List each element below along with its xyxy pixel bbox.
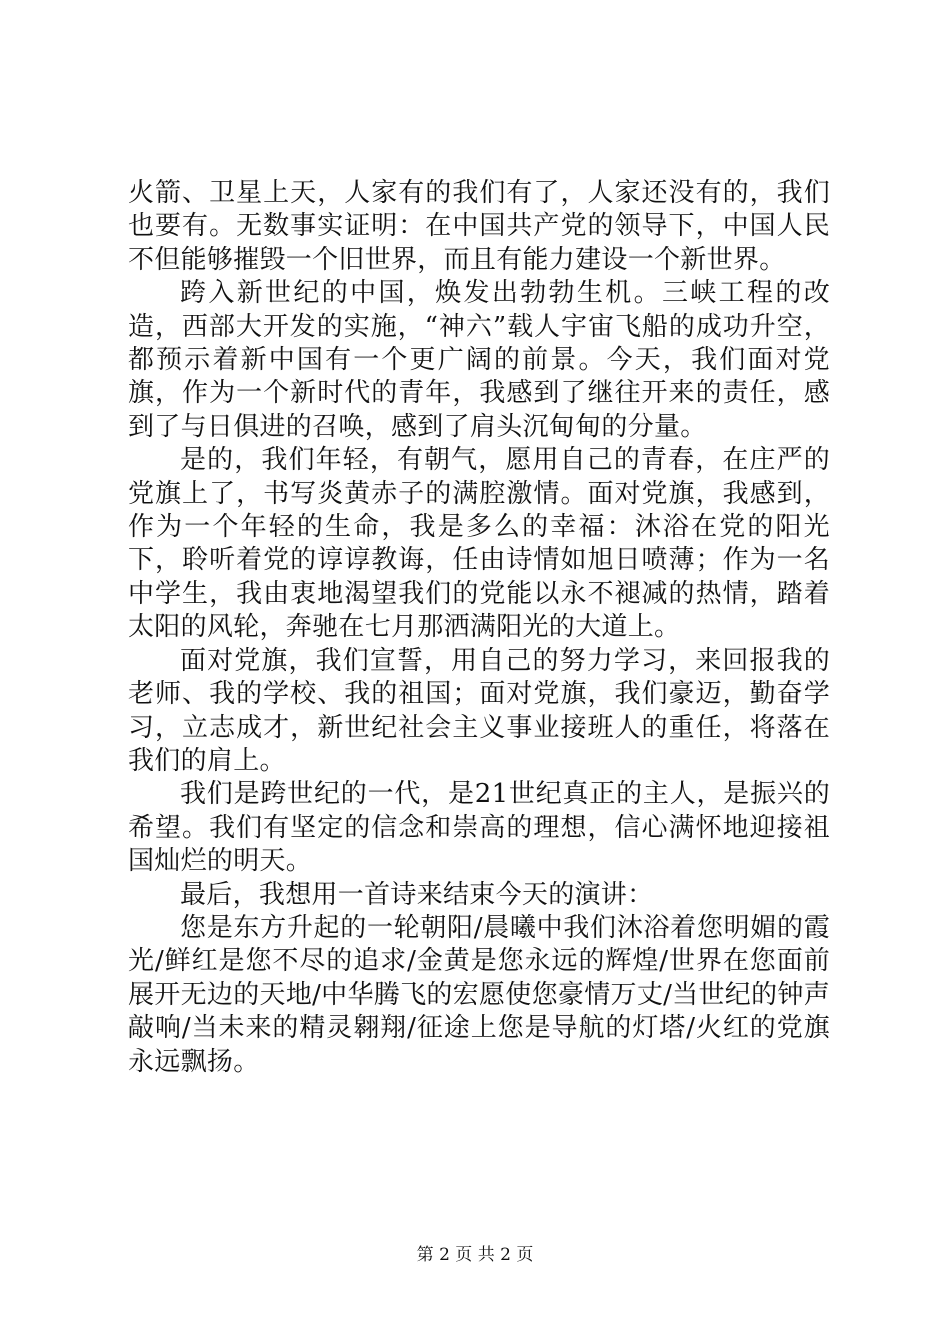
paragraph-6: 最后，我想用一首诗来结束今天的演讲： — [180, 879, 654, 910]
page-footer — [0, 1245, 950, 1265]
paragraph-3: 是的，我们年轻，有朝气，愿用自己的青春，在庄严的党旗上了，书写炎黄赤子的满腔激情。面对党旗，我感到，作为一个年轻的生命，我是多么的幸福：沐浴在党的阳光下，聆听着党的谆谆教诲，任由诗情如旭日喷薄；作为一名中学生，我由衷地渴望我们的党能以永不褪减的热情，踏着太阳的风轮，奔驰在七月那洒满阳光的大道上。 — [128, 445, 830, 643]
paragraph-4: 面对党旗，我们宣誓，用自己的努力学习，来回报我的老师、我的学校、我的祖国；面对党旗，我们豪迈，勤奋学习，立志成才，新世纪社会主义事业接班人的重任，将落在我们的肩上。 — [128, 645, 830, 776]
paragraph-1: 火箭、卫星上天，人家有的我们有了，人家还没有的，我们也要有。无数事实证明：在中国共产党的领导下，中国人民不但能够摧毁一个旧世界，而且有能力建设一个新世界。 — [128, 178, 830, 275]
page-number-label: 第 2 页 共 2 页 — [416, 1245, 534, 1265]
paragraph-2: 跨入新世纪的中国，焕发出勃勃生机。三峡工程的改造，西部大开发的实施，“神六”载人宇宙飞船的成功升空，都预示着新中国有一个更广阔的前景。今天，我们面对党旗，作为一个新时代的青年，我感到了继往开来的责任，感到了与日俱进的召唤，感到了肩头沉甸甸的分量。 — [128, 278, 830, 442]
paragraph-5: 我们是跨世纪的一代，是21世纪真正的主人，是振兴的希望。我们有坚定的信念和崇高的理想，信心满怀地迎接祖国灿烂的明天。 — [128, 779, 830, 877]
document-body — [128, 177, 830, 1079]
paragraph-7-poem: 您是东方升起的一轮朝阳/晨曦中我们沐浴着您明媚的霞光/鲜红是您不尽的追求/金黄是您永远的辉煌/世界在您面前展开无边的天地/中华腾飞的宏愿使您豪情万丈/当世纪的钟声敲响/当未来的精灵翱翔/征途上您是导航的灯塔/火红的党旗永远飘扬。 — [128, 912, 830, 1077]
